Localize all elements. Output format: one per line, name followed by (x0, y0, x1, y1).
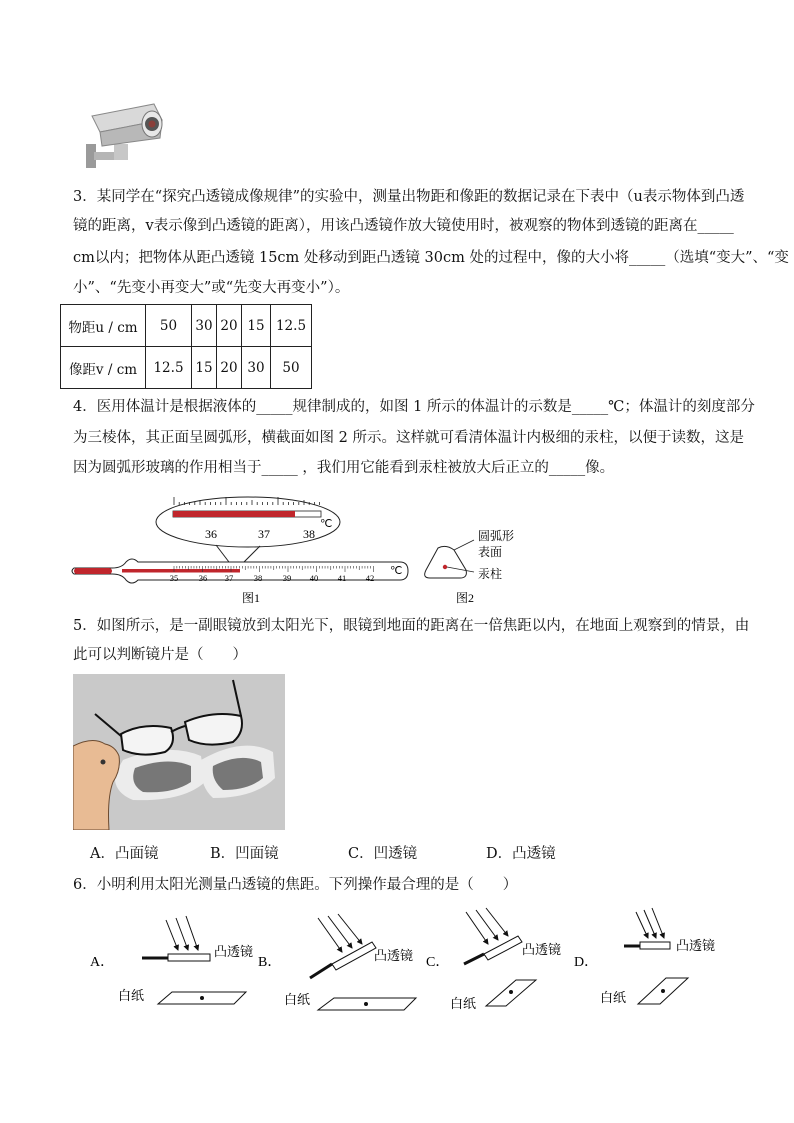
q4-line-3: 因为圆弧形玻璃的作用相当于_____ ，我们用它能看到汞柱被放大后正立的_____像。 (73, 460, 615, 476)
q5-line-1: 5．如图所示，是一副眼镜放到太阳光下，眼镜到地面的距离在一倍焦距以内，在地面上观察到的情景，由 (73, 618, 750, 634)
fig2-label-surface: 圆弧形 (478, 529, 515, 543)
q4-line-1: 4．医用体温计是根据液体的_____规律制成的，如图 1 所示的体温计的示数是_____℃；体温计的刻度部分 (73, 399, 755, 415)
scale-tick-36: 36 (198, 573, 208, 583)
thermometer-figure (70, 494, 530, 606)
table-header-cell: 物距u / cm (61, 305, 146, 347)
focal-length-diagrams (86, 906, 726, 1016)
scale-tick-35: 35 (169, 573, 179, 583)
q6-c-paper-label: 白纸 (450, 996, 477, 1011)
table-cell: 20 (217, 305, 242, 347)
table-cell: 20 (217, 347, 242, 389)
fig2-label-mercury: 汞柱 (478, 567, 503, 581)
table-cell: 15 (242, 305, 271, 347)
q3-line-4: 小”、“先变小再变大”或“先变大再变小”）。 (73, 280, 350, 296)
q6-d-lens-label: 凸透镜 (676, 938, 716, 953)
q6-b-paper-label: 白纸 (284, 992, 311, 1007)
q6-b-lens-label: 凸透镜 (374, 948, 414, 963)
table-cell: 12.5 (271, 305, 312, 347)
table-cell: 50 (146, 305, 192, 347)
q5-line-2: 此可以判断镜片是（ ） (73, 647, 247, 663)
table-cell: 15 (192, 347, 217, 389)
table-cell: 30 (192, 305, 217, 347)
q6-line-1: 6．小明利用太阳光测量凸透镜的焦距。下列操作最合理的是（ ） (73, 877, 518, 893)
zoom-tick-38: 38 (303, 527, 315, 541)
option-b[interactable]: B．凹面镜 (210, 846, 279, 862)
q6-letter-c[interactable]: C． (426, 955, 450, 970)
q6-letter-d[interactable]: D． (574, 955, 599, 970)
q6-d-paper-label: 白纸 (600, 990, 627, 1005)
fig2-label-surface-2: 表面 (478, 545, 503, 559)
q3-line-1: 3．某同学在“探究凸透镜成像规律”的实验中，测量出物距和像距的数据记录在下表中（u表示物体到凸透 (73, 189, 745, 205)
q6-a-lens-label: 凸透镜 (214, 944, 254, 959)
option-a[interactable]: A．凸面镜 (90, 846, 159, 862)
scale-tick-40: 40 (309, 573, 319, 583)
scale-unit: ℃ (390, 565, 403, 577)
option-d[interactable]: D．凸透镜 (486, 846, 556, 862)
scale-tick-38: 38 (253, 573, 263, 583)
scale-tick-41: 41 (337, 573, 347, 583)
distance-table (60, 304, 312, 389)
scale-tick-37: 37 (224, 573, 234, 583)
table-cell: 12.5 (146, 347, 192, 389)
q4-line-2: 为三棱体，其正面呈圆弧形，横截面如图 2 所示。这样就可看清体温计内极细的汞柱，以便于读数，这是 (73, 430, 744, 446)
zoom-tick-37: 37 (258, 527, 270, 541)
scale-tick-42: 42 (365, 573, 375, 583)
fig1-caption: 图1 (242, 591, 261, 605)
scale-tick-39: 39 (282, 573, 292, 583)
q6-letter-b[interactable]: B． (258, 955, 282, 970)
q3-line-3: cm以内；把物体从距凸透镜 15cm 处移动到距凸透镜 30cm 处的过程中，像的大小将_____（选填“变大”、“变 (73, 250, 789, 266)
q6-c-lens-label: 凸透镜 (522, 942, 562, 957)
q6-letter-a[interactable]: A． (90, 955, 115, 970)
fig2-caption: 图2 (456, 591, 475, 605)
glasses-image (73, 674, 285, 830)
table-row (61, 305, 312, 347)
zoom-unit: ℃ (320, 518, 333, 530)
table-header-cell: 像距v / cm (61, 347, 146, 389)
q6-a-paper-label: 白纸 (118, 988, 145, 1003)
zoom-tick-36: 36 (205, 527, 217, 541)
table-cell: 50 (271, 347, 312, 389)
security-camera-image (84, 102, 164, 172)
option-c[interactable]: C．凹透镜 (348, 846, 418, 862)
table-row (61, 347, 312, 389)
table-cell: 30 (242, 347, 271, 389)
q3-line-2: 镜的距离，v表示像到凸透镜的距离），用该凸透镜作放大镜使用时，被观察的物体到透镜的距离在_____ (73, 218, 734, 234)
